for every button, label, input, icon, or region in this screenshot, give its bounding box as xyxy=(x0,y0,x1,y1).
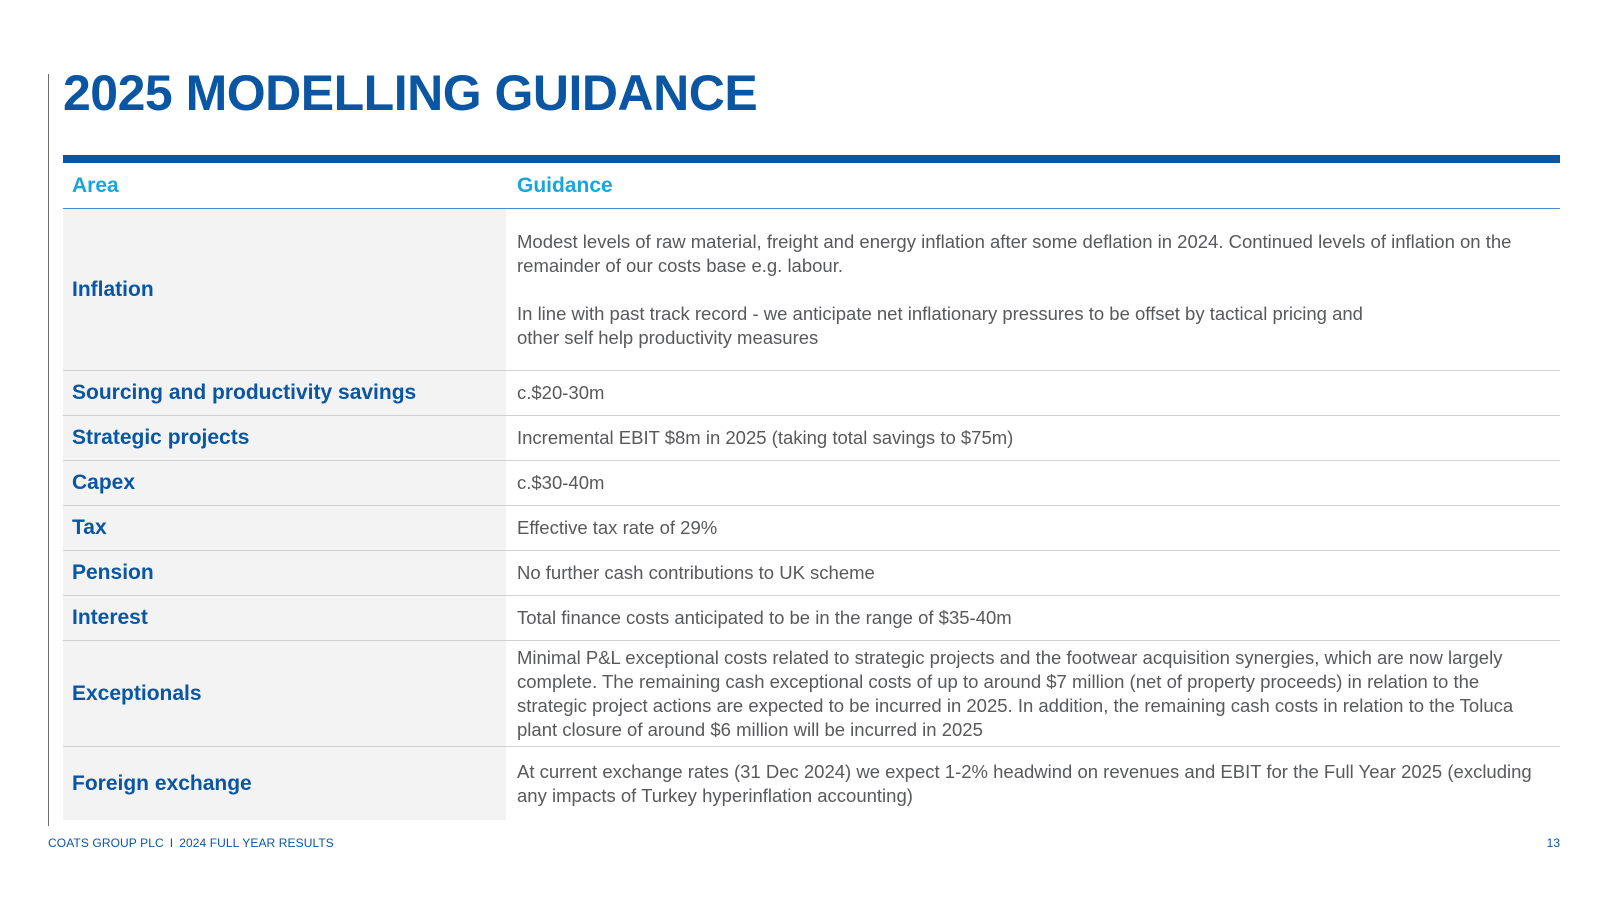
guidance-text xyxy=(506,551,1560,595)
header-area: Area xyxy=(72,173,119,197)
footer-company-info xyxy=(48,836,334,850)
guidance-paragraph: At current exchange rates (31 Dec 2024) we expect 1-2% headwind on revenues and EBIT for the Full Year 2025 (excluding any impacts of Turkey hyperinflation accounting) xyxy=(517,760,1532,806)
guidance-paragraph: In line with past track record - we anticipate net inflationary pressures to be offset by tactical pricing and other self help productivity measures xyxy=(517,302,1363,348)
area-label: Capex xyxy=(63,461,506,505)
table-row-exceptionals xyxy=(63,641,1560,747)
guidance-paragraph: c.$20-30m xyxy=(517,382,605,403)
guidance-paragraph: Modest levels of raw material, freight and energy inflation after some deflation in 2024. Continued levels of inflation on the remainder of our costs base e.g. labour. xyxy=(517,230,1512,276)
guidance-text xyxy=(506,596,1560,640)
table-row-strategic-projects xyxy=(63,416,1560,461)
guidance-text xyxy=(506,506,1560,550)
guidance-paragraph: Minimal P&L exceptional costs related to strategic projects and the footwear acquisition synergies, which are now largely complete. The remaining cash exceptional costs of up to around $7 million (net of property proceeds) in relation to the strategic project actions are expected to be incurred in 2025. In addition, the remaining cash costs in relation to the Toluca plant closure of around $6 million will be incurred in 2025 xyxy=(517,646,1514,740)
guidance-paragraph: c.$30-40m xyxy=(517,472,605,493)
area-label: Sourcing and productivity savings xyxy=(63,371,506,415)
left-divider-line xyxy=(48,74,49,826)
page-number: 13 xyxy=(1546,836,1560,850)
table-row-inflation xyxy=(63,209,1560,371)
area-label: Foreign exchange xyxy=(63,747,506,820)
guidance-paragraph: Total finance costs anticipated to be in the range of $35-40m xyxy=(517,607,1012,628)
area-label: Exceptionals xyxy=(63,641,506,746)
guidance-text xyxy=(506,747,1560,820)
header-guidance: Guidance xyxy=(517,173,613,197)
area-label: Interest xyxy=(63,596,506,640)
area-label: Strategic projects xyxy=(63,416,506,460)
guidance-paragraph: No further cash contributions to UK scheme xyxy=(517,562,875,583)
guidance-paragraph: Effective tax rate of 29% xyxy=(517,517,718,538)
guidance-table xyxy=(63,155,1560,820)
guidance-paragraph: Incremental EBIT $8m in 2025 (taking total savings to $75m) xyxy=(517,427,1014,448)
area-label: Tax xyxy=(63,506,506,550)
footer-report: 2024 FULL YEAR RESULTS xyxy=(179,836,334,850)
page-title: 2025 MODELLING GUIDANCE xyxy=(63,65,758,121)
guidance-text xyxy=(506,461,1560,505)
footer-separator: I xyxy=(169,836,174,850)
guidance-text xyxy=(506,641,1560,746)
footer-company: COATS GROUP PLC xyxy=(48,836,164,850)
table-row-pension xyxy=(63,551,1560,596)
guidance-text xyxy=(506,416,1560,460)
table-header xyxy=(63,163,1560,209)
table-row-capex xyxy=(63,461,1560,506)
table-row-foreign-exchange xyxy=(63,747,1560,820)
table-row-tax xyxy=(63,506,1560,551)
guidance-text xyxy=(506,209,1560,370)
guidance-text xyxy=(506,371,1560,415)
area-label: Pension xyxy=(63,551,506,595)
table-row-interest xyxy=(63,596,1560,641)
area-label: Inflation xyxy=(63,209,506,370)
table-row-sourcing xyxy=(63,371,1560,416)
